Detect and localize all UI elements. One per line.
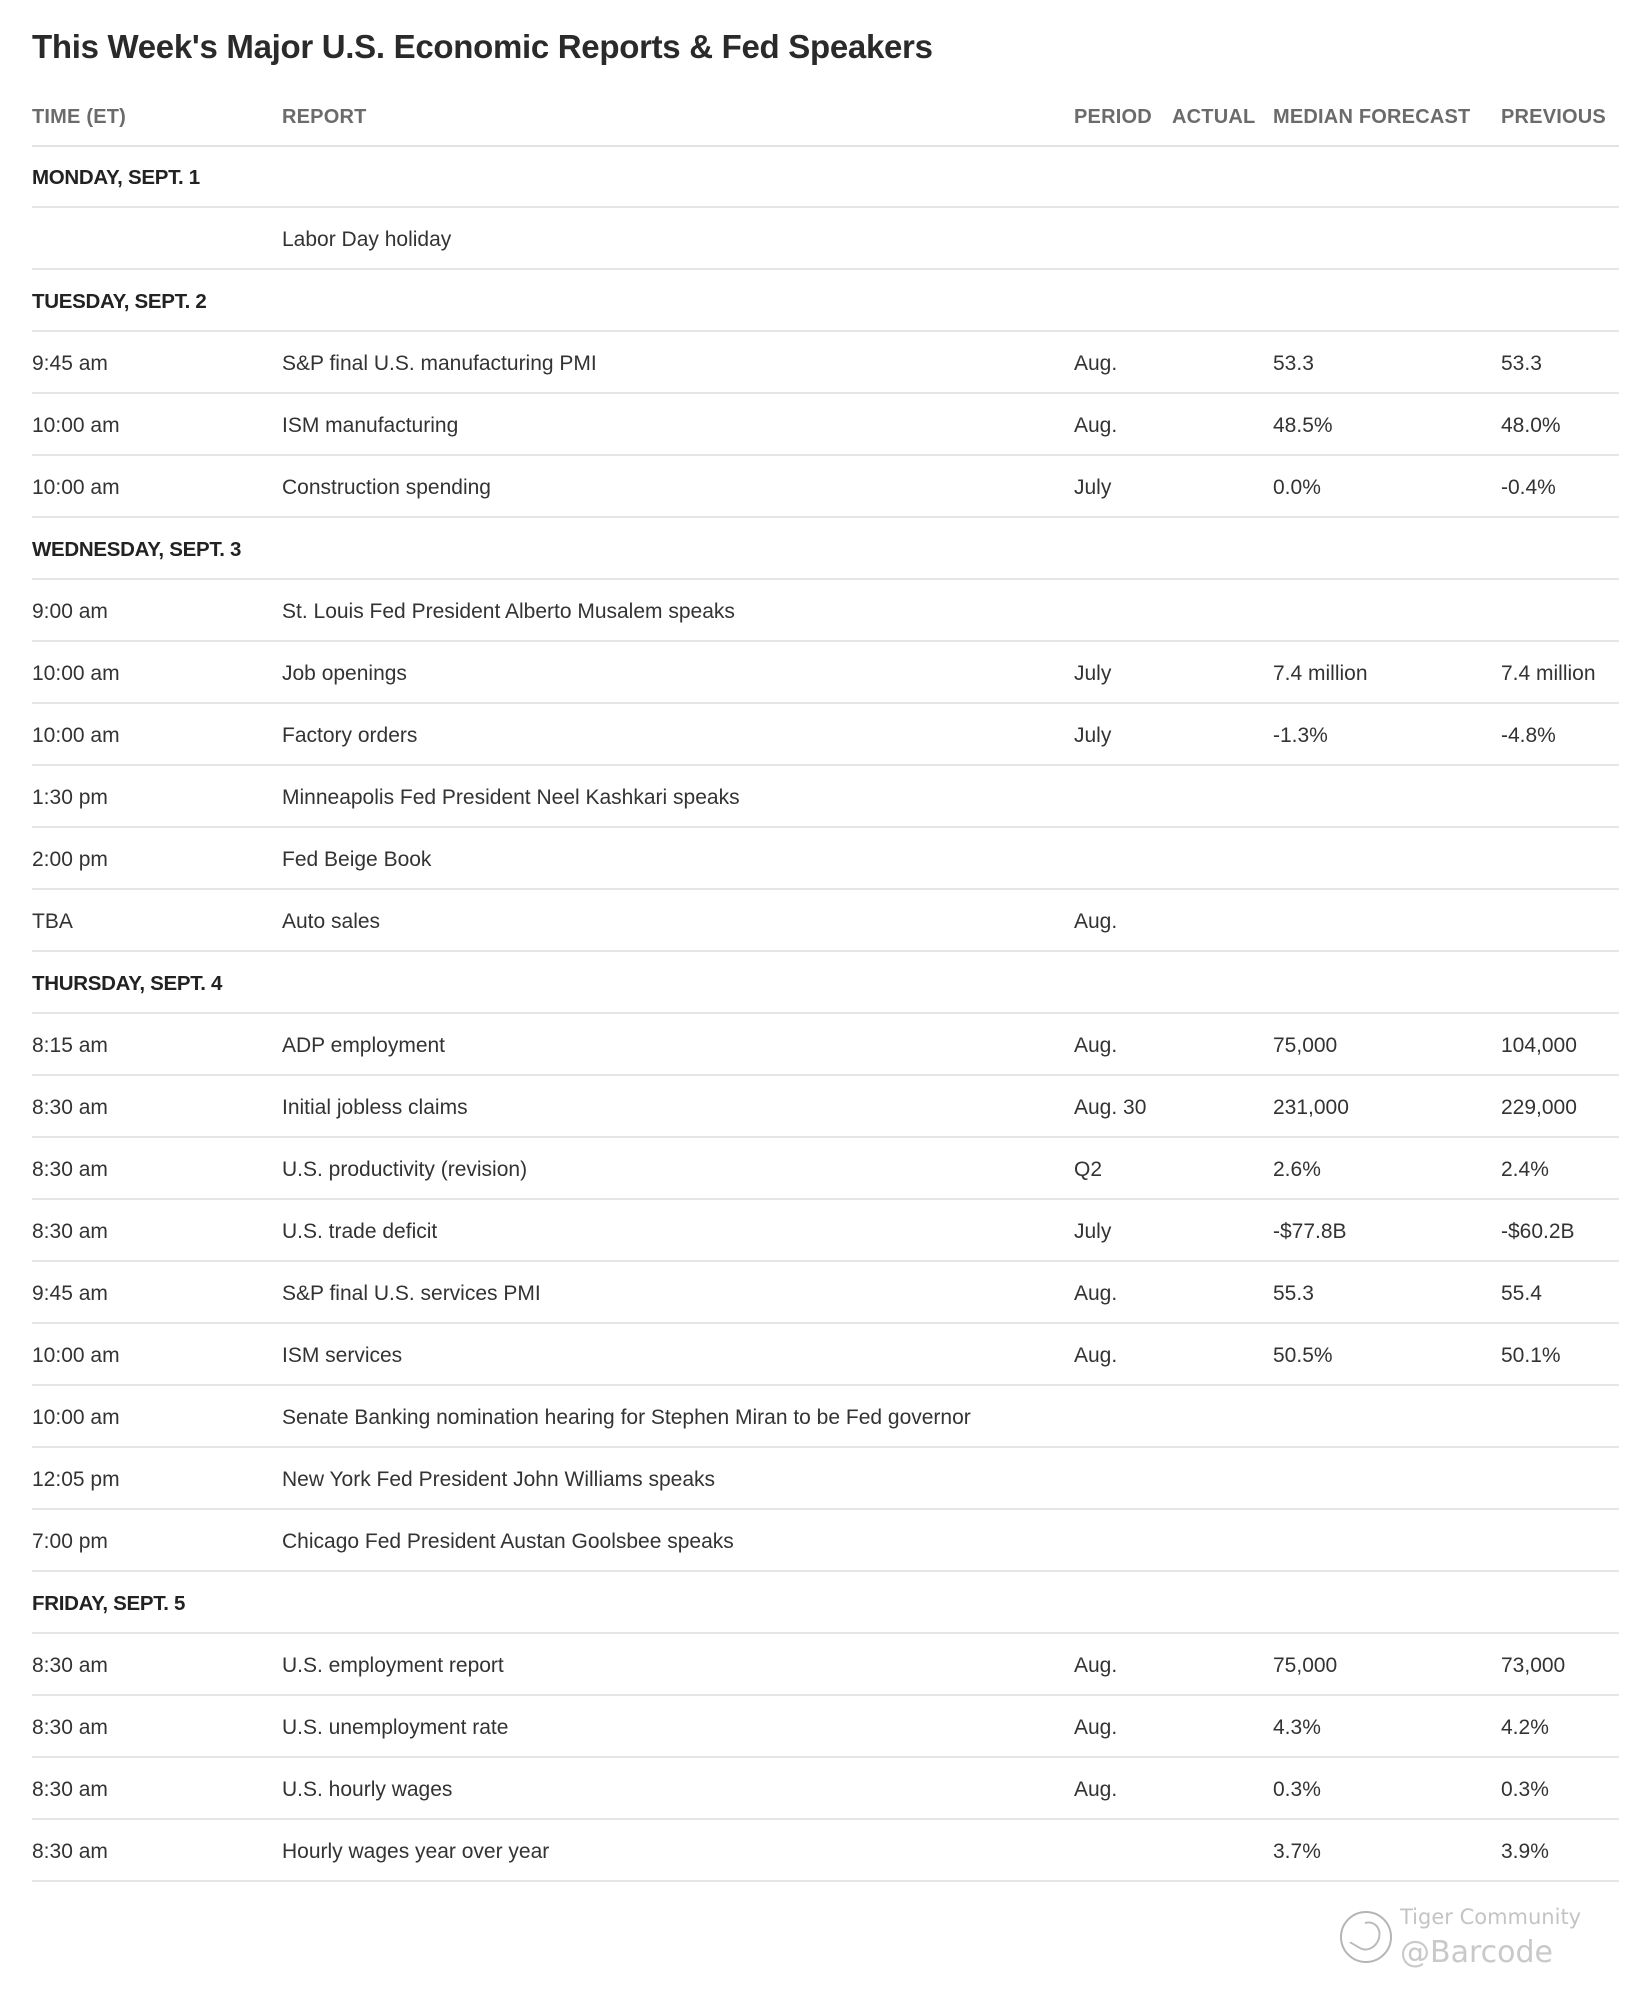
cell-period: July — [1074, 724, 1112, 747]
cell-period: July — [1074, 1220, 1112, 1243]
table-row — [32, 1696, 1619, 1758]
cell-time: 10:00 am — [32, 414, 120, 437]
table-row — [32, 332, 1619, 394]
cell-report: ISM manufacturing — [282, 414, 459, 437]
cell-report: Construction spending — [282, 476, 491, 499]
cell-median-forecast: 231,000 — [1273, 1096, 1349, 1119]
cell-time: 8:15 am — [32, 1034, 108, 1057]
day-label: WEDNESDAY, SEPT. 3 — [32, 538, 242, 561]
cell-report: Labor Day holiday — [282, 228, 452, 251]
cell-report: Job openings — [282, 662, 407, 685]
cell-time: 8:30 am — [32, 1840, 108, 1863]
table-row — [32, 1200, 1619, 1262]
cell-report: U.S. trade deficit — [282, 1220, 438, 1243]
cell-previous: 7.4 million — [1501, 662, 1596, 685]
cell-previous: -0.4% — [1501, 476, 1556, 499]
cell-time: 8:30 am — [32, 1220, 108, 1243]
column-header-time: TIME (ET) — [32, 106, 127, 128]
cell-report: Minneapolis Fed President Neel Kashkari speaks — [282, 786, 740, 809]
cell-report: ADP employment — [282, 1034, 446, 1057]
cell-report: U.S. hourly wages — [282, 1778, 453, 1801]
cell-median-forecast: -$77.8B — [1273, 1220, 1347, 1243]
cell-time: 9:45 am — [32, 1282, 108, 1305]
cell-previous: 4.2% — [1501, 1716, 1549, 1739]
cell-previous: 73,000 — [1501, 1654, 1566, 1677]
cell-report: S&P final U.S. services PMI — [282, 1282, 541, 1305]
cell-time: 8:30 am — [32, 1096, 108, 1119]
cell-period: Aug. — [1074, 352, 1118, 375]
day-header-row — [32, 270, 1619, 332]
cell-report: Fed Beige Book — [282, 848, 432, 871]
cell-report: U.S. unemployment rate — [282, 1716, 509, 1739]
column-header-report: REPORT — [282, 106, 367, 128]
table-row — [32, 456, 1619, 518]
cell-report: ISM services — [282, 1344, 403, 1367]
cell-report: St. Louis Fed President Alberto Musalem speaks — [282, 600, 735, 623]
table-header — [32, 98, 1619, 147]
cell-previous: 48.0% — [1501, 414, 1561, 437]
column-header-actual: ACTUAL — [1172, 106, 1256, 128]
day-header-row — [32, 146, 1619, 208]
cell-report: Initial jobless claims — [282, 1096, 468, 1119]
cell-period: Q2 — [1074, 1158, 1103, 1181]
cell-report: U.S. employment report — [282, 1654, 504, 1677]
table-row — [32, 766, 1619, 828]
cell-time: 2:00 pm — [32, 848, 108, 871]
cell-median-forecast: 75,000 — [1273, 1034, 1338, 1057]
cell-report: Hourly wages year over year — [282, 1840, 550, 1863]
cell-previous: 53.3 — [1501, 352, 1542, 375]
cell-median-forecast: 3.7% — [1273, 1840, 1321, 1863]
cell-time: 9:00 am — [32, 600, 108, 623]
cell-median-forecast: 48.5% — [1273, 414, 1333, 437]
cell-time: 1:30 pm — [32, 786, 108, 809]
cell-period: Aug. — [1074, 910, 1118, 933]
table-row — [32, 828, 1619, 890]
day-header-row — [32, 952, 1619, 1014]
cell-median-forecast: 55.3 — [1273, 1282, 1314, 1305]
cell-time: 8:30 am — [32, 1654, 108, 1677]
tiger-logo-icon — [1340, 1911, 1392, 1963]
table-row — [32, 1758, 1619, 1820]
cell-time: 7:00 pm — [32, 1530, 108, 1553]
cell-report: S&P final U.S. manufacturing PMI — [282, 352, 597, 375]
table-row — [32, 1262, 1619, 1324]
cell-previous: 104,000 — [1501, 1034, 1577, 1057]
cell-report: New York Fed President John Williams speaks — [282, 1468, 716, 1491]
cell-period: Aug. — [1074, 1034, 1118, 1057]
cell-period: July — [1074, 476, 1112, 499]
cell-previous: 3.9% — [1501, 1840, 1549, 1863]
cell-time: 8:30 am — [32, 1158, 108, 1181]
cell-period: Aug. — [1074, 1654, 1118, 1677]
day-label: THURSDAY, SEPT. 4 — [32, 972, 223, 995]
cell-period: Aug. — [1074, 1344, 1118, 1367]
cell-median-forecast: 50.5% — [1273, 1344, 1333, 1367]
table-row — [32, 1014, 1619, 1076]
day-label: TUESDAY, SEPT. 2 — [32, 290, 207, 313]
cell-period: Aug. — [1074, 1282, 1118, 1305]
cell-period: Aug. — [1074, 1778, 1118, 1801]
cell-report: Chicago Fed President Austan Goolsbee speaks — [282, 1530, 734, 1553]
table-row — [32, 208, 1619, 270]
watermark-brand: Tiger Community — [1400, 1905, 1582, 1929]
cell-report: Auto sales — [282, 910, 381, 933]
cell-median-forecast: 2.6% — [1273, 1158, 1321, 1181]
cell-median-forecast: 0.0% — [1273, 476, 1321, 499]
cell-report: Senate Banking nomination hearing for Stephen Miran to be Fed governor — [282, 1406, 971, 1429]
cell-median-forecast: 75,000 — [1273, 1654, 1338, 1677]
cell-period: July — [1074, 662, 1112, 685]
cell-previous: 50.1% — [1501, 1344, 1561, 1367]
cell-previous: 0.3% — [1501, 1778, 1549, 1801]
column-header-period: PERIOD — [1074, 106, 1152, 128]
cell-time: 10:00 am — [32, 1344, 120, 1367]
day-header-row — [32, 518, 1619, 580]
cell-time: 10:00 am — [32, 724, 120, 747]
table-row — [32, 1076, 1619, 1138]
cell-previous: 229,000 — [1501, 1096, 1577, 1119]
cell-time: 10:00 am — [32, 1406, 120, 1429]
cell-report: U.S. productivity (revision) — [282, 1158, 528, 1181]
cell-median-forecast: -1.3% — [1273, 724, 1328, 747]
cell-median-forecast: 4.3% — [1273, 1716, 1321, 1739]
table-row — [32, 1510, 1619, 1572]
cell-previous: -$60.2B — [1501, 1220, 1575, 1243]
cell-time: 12:05 pm — [32, 1468, 120, 1491]
cell-time: 10:00 am — [32, 476, 120, 499]
cell-period: Aug. 30 — [1074, 1096, 1147, 1119]
table-row — [32, 1448, 1619, 1510]
watermark — [1340, 1905, 1640, 2005]
table-row — [32, 1138, 1619, 1200]
cell-median-forecast: 53.3 — [1273, 352, 1314, 375]
cell-report: Factory orders — [282, 724, 418, 747]
table-row — [32, 704, 1619, 766]
table-row — [32, 1634, 1619, 1696]
cell-median-forecast: 0.3% — [1273, 1778, 1321, 1801]
table-row — [32, 1324, 1619, 1386]
column-header-median-forecast: MEDIAN FORECAST — [1273, 106, 1471, 128]
page-title: This Week's Major U.S. Economic Reports & Fed Speakers — [32, 28, 933, 65]
cell-previous: 2.4% — [1501, 1158, 1549, 1181]
cell-time: 10:00 am — [32, 662, 120, 685]
cell-previous: 55.4 — [1501, 1282, 1542, 1305]
table-row — [32, 1386, 1619, 1448]
cell-median-forecast: 7.4 million — [1273, 662, 1368, 685]
cell-time: 8:30 am — [32, 1778, 108, 1801]
table-row — [32, 394, 1619, 456]
cell-time: 8:30 am — [32, 1716, 108, 1739]
watermark-handle: @Barcode — [1400, 1935, 1553, 1970]
day-label: MONDAY, SEPT. 1 — [32, 166, 200, 189]
cell-previous: -4.8% — [1501, 724, 1556, 747]
day-label: FRIDAY, SEPT. 5 — [32, 1592, 186, 1615]
table-row — [32, 890, 1619, 952]
table-row — [32, 580, 1619, 642]
day-header-row — [32, 1572, 1619, 1634]
column-header-previous: PREVIOUS — [1501, 106, 1606, 128]
cell-time: TBA — [32, 910, 73, 933]
cell-period: Aug. — [1074, 414, 1118, 437]
cell-time: 9:45 am — [32, 352, 108, 375]
table-row — [32, 642, 1619, 704]
cell-period: Aug. — [1074, 1716, 1118, 1739]
table-row — [32, 1820, 1619, 1882]
